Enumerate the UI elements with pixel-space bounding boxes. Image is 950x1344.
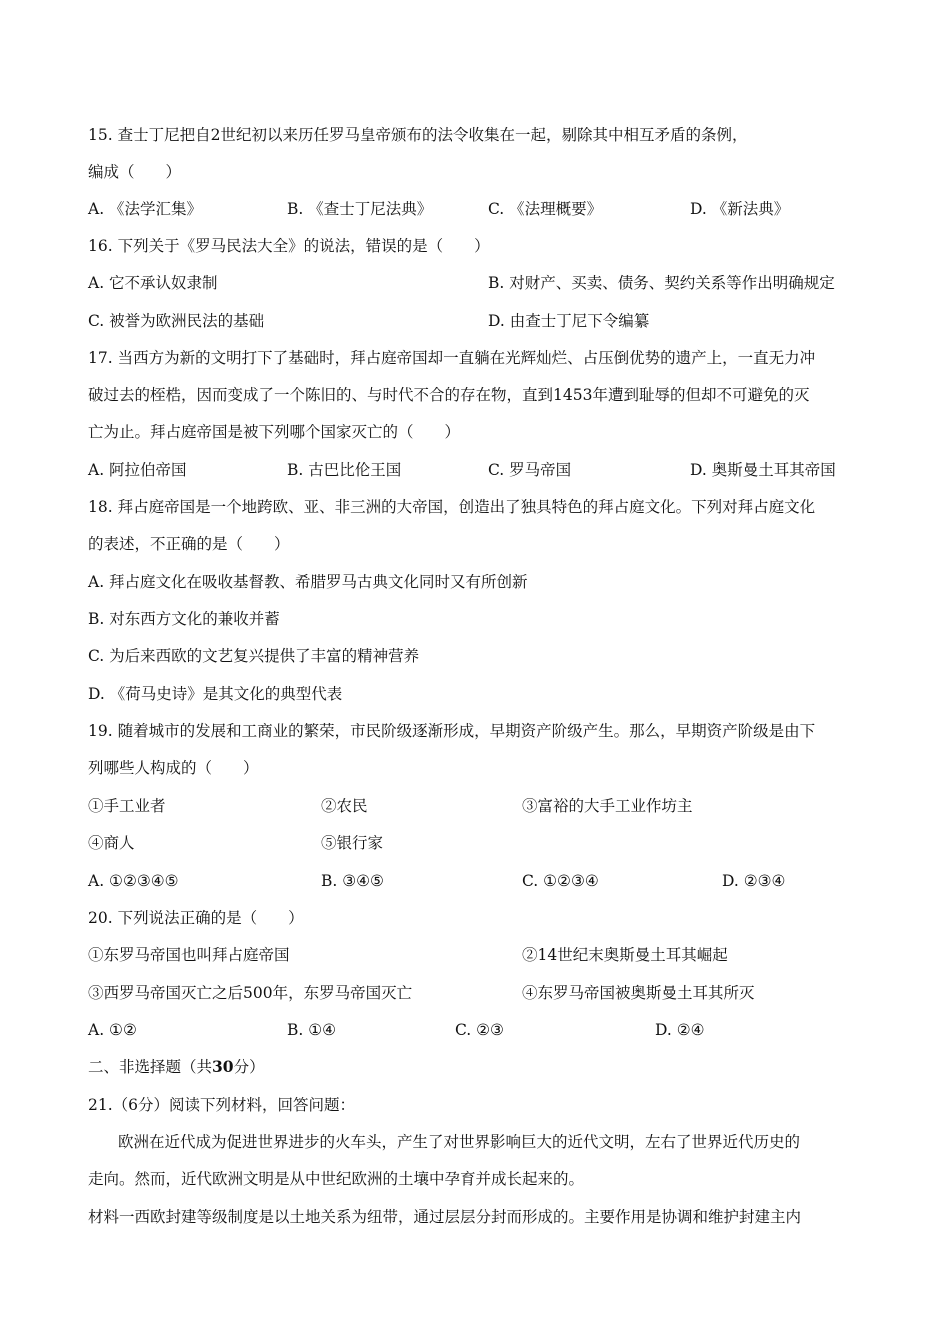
q19-item-1: ①手工业者	[88, 797, 166, 815]
q15-option-b: B. 《查士丁尼法典》	[287, 200, 433, 218]
q16-option-a: A. 它不承认奴隶制	[88, 274, 218, 292]
q17-option-d: D. 奥斯曼土耳其帝国	[690, 461, 836, 479]
q21-material-1-line1: 材料一西欧封建等级制度是以土地关系为纽带，通过层层分封而形成的。主要作用是协调和维护封建主内	[88, 1208, 802, 1226]
q19-item-2: ②农民	[321, 797, 368, 815]
q20-item-3: ③西罗马帝国灭亡之后500年，东罗马帝国灭亡	[88, 984, 413, 1002]
section-2-score: 30	[212, 1057, 234, 1076]
q16-option-b: B. 对财产、买卖、债务、契约关系等作出明确规定	[488, 274, 835, 292]
q19-option-b: B. ③④⑤	[321, 872, 384, 890]
q19-item-5: ⑤银行家	[321, 834, 384, 852]
q19-option-c: C. ①②③④	[522, 872, 599, 890]
q17-stem-line3: 亡为止。拜占庭帝国是被下列哪个国家灭亡的（ ）	[88, 423, 461, 441]
section-2-heading	[88, 1056, 265, 1078]
q19-stem-line1: 19. 随着城市的发展和工商业的繁荣，市民阶级逐渐形成，早期资产阶级产生。那么，早期资产阶级是由下	[88, 722, 816, 740]
q15-option-d: D. 《新法典》	[690, 200, 790, 218]
q20-item-2: ②14世纪末奥斯曼土耳其崛起	[522, 946, 728, 964]
q18-stem-line2: 的表述，不正确的是（ ）	[88, 535, 290, 553]
q17-option-a: A. 阿拉伯帝国	[88, 461, 187, 479]
q20-item-4: ④东罗马帝国被奥斯曼土耳其所灭	[522, 984, 755, 1002]
q19-option-a: A. ①②③④⑤	[88, 872, 179, 890]
q18-option-c: C. 为后来西欧的文艺复兴提供了丰富的精神营养	[88, 647, 420, 665]
q16-option-c: C. 被誉为欧洲民法的基础	[88, 312, 265, 330]
section-2-suffix: 分）	[233, 1058, 265, 1076]
q21-paragraph-line1: 欧洲在近代成为促进世界进步的火车头，产生了对世界影响巨大的近代文明，左右了世界近代历史的	[118, 1133, 801, 1151]
section-2-prefix: 二、非选择题（共	[88, 1058, 213, 1076]
q21-stem: 21.（6分）阅读下列材料，回答问题：	[88, 1096, 356, 1114]
q18-option-d: D. 《荷马史诗》是其文化的典型代表	[88, 685, 343, 703]
q15-option-c: C. 《法理概要》	[488, 200, 603, 218]
q17-option-b: B. 古巴比伦王国	[287, 461, 402, 479]
q21-paragraph-line2: 走向。然而，近代欧洲文明是从中世纪欧洲的土壤中孕育并成长起来的。	[88, 1170, 585, 1188]
q18-option-a: A. 拜占庭文化在吸收基督教、希腊罗马古典文化同时又有所创新	[88, 573, 528, 591]
q20-option-d: D. ②④	[655, 1021, 705, 1039]
q18-option-b: B. 对东西方文化的兼收并蓄	[88, 610, 280, 628]
q17-stem-line1: 17. 当西方为新的文明打下了基础时，拜占庭帝国却一直躺在光辉灿烂、占压倒优势的遗产上，一直无力冲	[88, 349, 816, 367]
q20-item-1: ①东罗马帝国也叫拜占庭帝国	[88, 946, 290, 964]
q17-option-c: C. 罗马帝国	[488, 461, 572, 479]
q19-stem-line2: 列哪些人构成的（ ）	[88, 759, 259, 777]
q16-stem: 16. 下列关于《罗马民法大全》的说法，错误的是（ ）	[88, 237, 490, 255]
q19-item-4: ④商人	[88, 834, 135, 852]
q16-option-d: D. 由查士丁尼下令编纂	[488, 312, 650, 330]
q19-item-3: ③富裕的大手工业作坊主	[522, 797, 693, 815]
q18-stem-line1: 18. 拜占庭帝国是一个地跨欧、亚、非三洲的大帝国，创造出了独具特色的拜占庭文化。下列对拜占庭文化	[88, 498, 816, 516]
q20-stem: 20. 下列说法正确的是（ ）	[88, 909, 304, 927]
q15-stem-line1: 15. 查士丁尼把自2世纪初以来历任罗马皇帝颁布的法令收集在一起，剔除其中相互矛盾的条例，	[88, 126, 748, 144]
q20-option-b: B. ①④	[287, 1021, 337, 1039]
q19-option-d: D. ②③④	[722, 872, 786, 890]
q20-option-c: C. ②③	[455, 1021, 504, 1039]
q20-option-a: A. ①②	[88, 1021, 137, 1039]
q17-stem-line2: 破过去的桎梏，因而变成了一个陈旧的、与时代不合的存在物，直到1453年遭到耻辱的但却不可避免的灭	[88, 386, 810, 404]
q15-option-a: A. 《法学汇集》	[88, 200, 203, 218]
q15-stem-line2: 编成（ ）	[88, 163, 182, 181]
